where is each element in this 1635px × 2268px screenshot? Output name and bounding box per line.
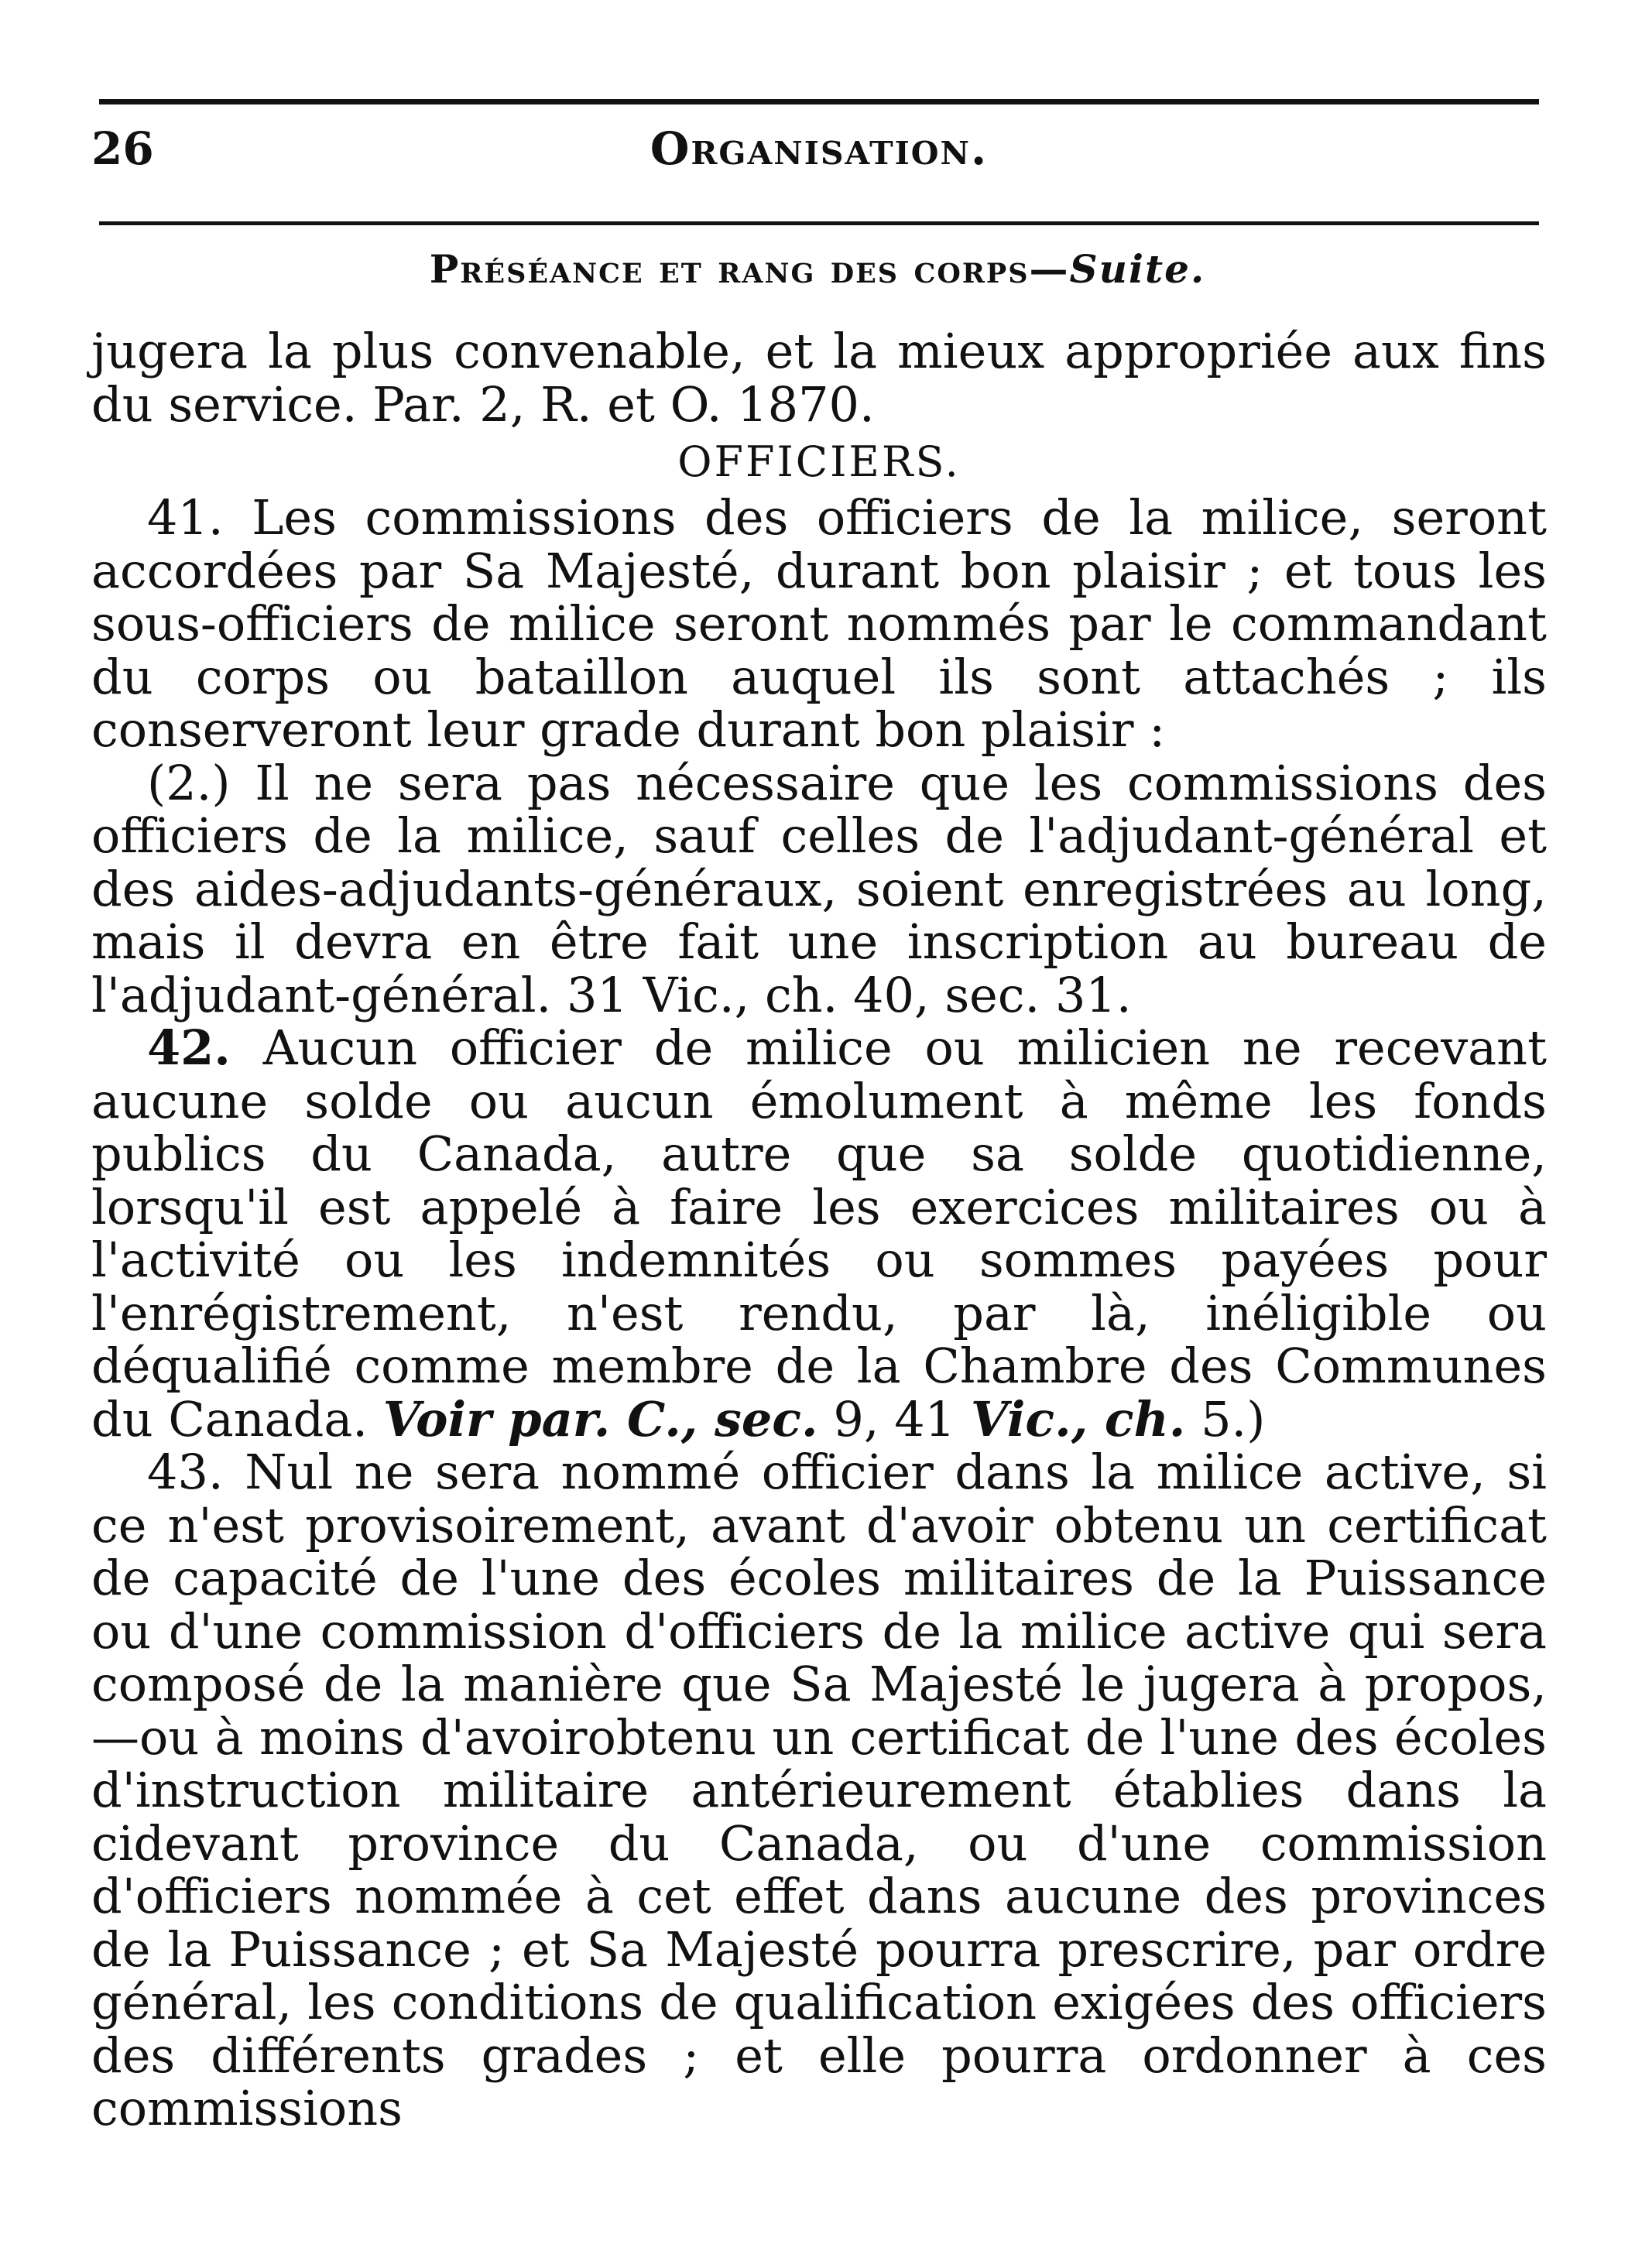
section-42-reference-c: Vic., ch. [970, 1390, 1186, 1447]
section-42-paragraph [91, 1019, 1547, 1447]
section-41-2-text: Il ne sera pas nécessaire que les commissions des officiers de la milice, sauf celles de l'adjudant-général et des aides-adjudants-généraux, soient enregistrées au long, mais il devra en être fait une inscription au bureau de l'adjudant-général. 31 Vic., ch. 40, sec. 31. [91, 754, 1547, 1023]
section-41-2-number: (2.) [147, 754, 231, 811]
body-text [91, 325, 1547, 2136]
section-43-text: Nul ne sera nommé officier dans la milice active, si ce n'est provisoirement, avant d'avoir obtenu un certificat de capacité de l'une des écoles militaires de la Puissance ou d'une commission d'officiers de la milice active qui sera composé de la manière que Sa Majesté le jugera à propos,—ou à moins d'avoirobtenu un certificat de l'une des écoles d'instruction militaire antérieurement établies dans la cidevant province du Canada, ou d'une commission d'officiers nommée à cet effet dans aucune des provinces de la Puissance ; et Sa Majesté pourra prescrire, par ordre général, les conditions de qualification exigées des officiers des différents grades ; et elle pourra ordonner à ces commissions [91, 1444, 1548, 2136]
section-42-reference-a: Voir par. C., sec. [382, 1390, 818, 1447]
officers-subheading: OFFICIERS. [677, 437, 961, 486]
section-41-number: 41. [147, 489, 224, 546]
section-42-reference-d: 5.) [1201, 1390, 1266, 1447]
section-41-text: Les commissions des officiers de la milice, seront accordées par Sa Majesté, durant bon plaisir ; et tous les sous-officiers de milice seront nommés par le commandant du corps ou bataillon auquel ils sont attachés ; ils conserveront leur grade durant bon plaisir : [91, 489, 1547, 758]
header-top-rule [99, 99, 1539, 104]
header-bottom-rule [99, 221, 1539, 225]
section-heading [0, 246, 1635, 292]
section-41-paragraph [91, 489, 1547, 758]
intro-paragraph: jugera la plus convenable, et la mieux appropriée aux fins du service. Par. 2, R. et O. 1870. [91, 323, 1547, 433]
section-41-2-paragraph [91, 754, 1547, 1023]
section-43-paragraph [91, 1446, 1547, 2136]
section-42-reference-b: 9, 41 [833, 1390, 956, 1447]
section-42-text: Aucun officier de milice ou milicien ne recevant aucune solde ou aucun émolument à même les fonds publics du Canada, autre que sa solde quotidienne, lorsqu'il est appelé à faire les exercices militaires ou à l'activité ou les indemnités ou sommes payées pour l'enrégistrement, n'est rendu, par là, inéligible ou déqualifié comme membre de la Chambre des Communes du Canada. [91, 1019, 1547, 1447]
running-head: Organisation. [650, 122, 989, 175]
section-heading-main: Préséance et rang des corps— [429, 246, 1070, 292]
section-heading-suite: Suite. [1069, 246, 1206, 292]
page-header [91, 122, 1547, 200]
section-42-number: 42. [147, 1019, 231, 1076]
section-43-number: 43. [147, 1444, 224, 1500]
page-number: 26 [91, 122, 154, 175]
